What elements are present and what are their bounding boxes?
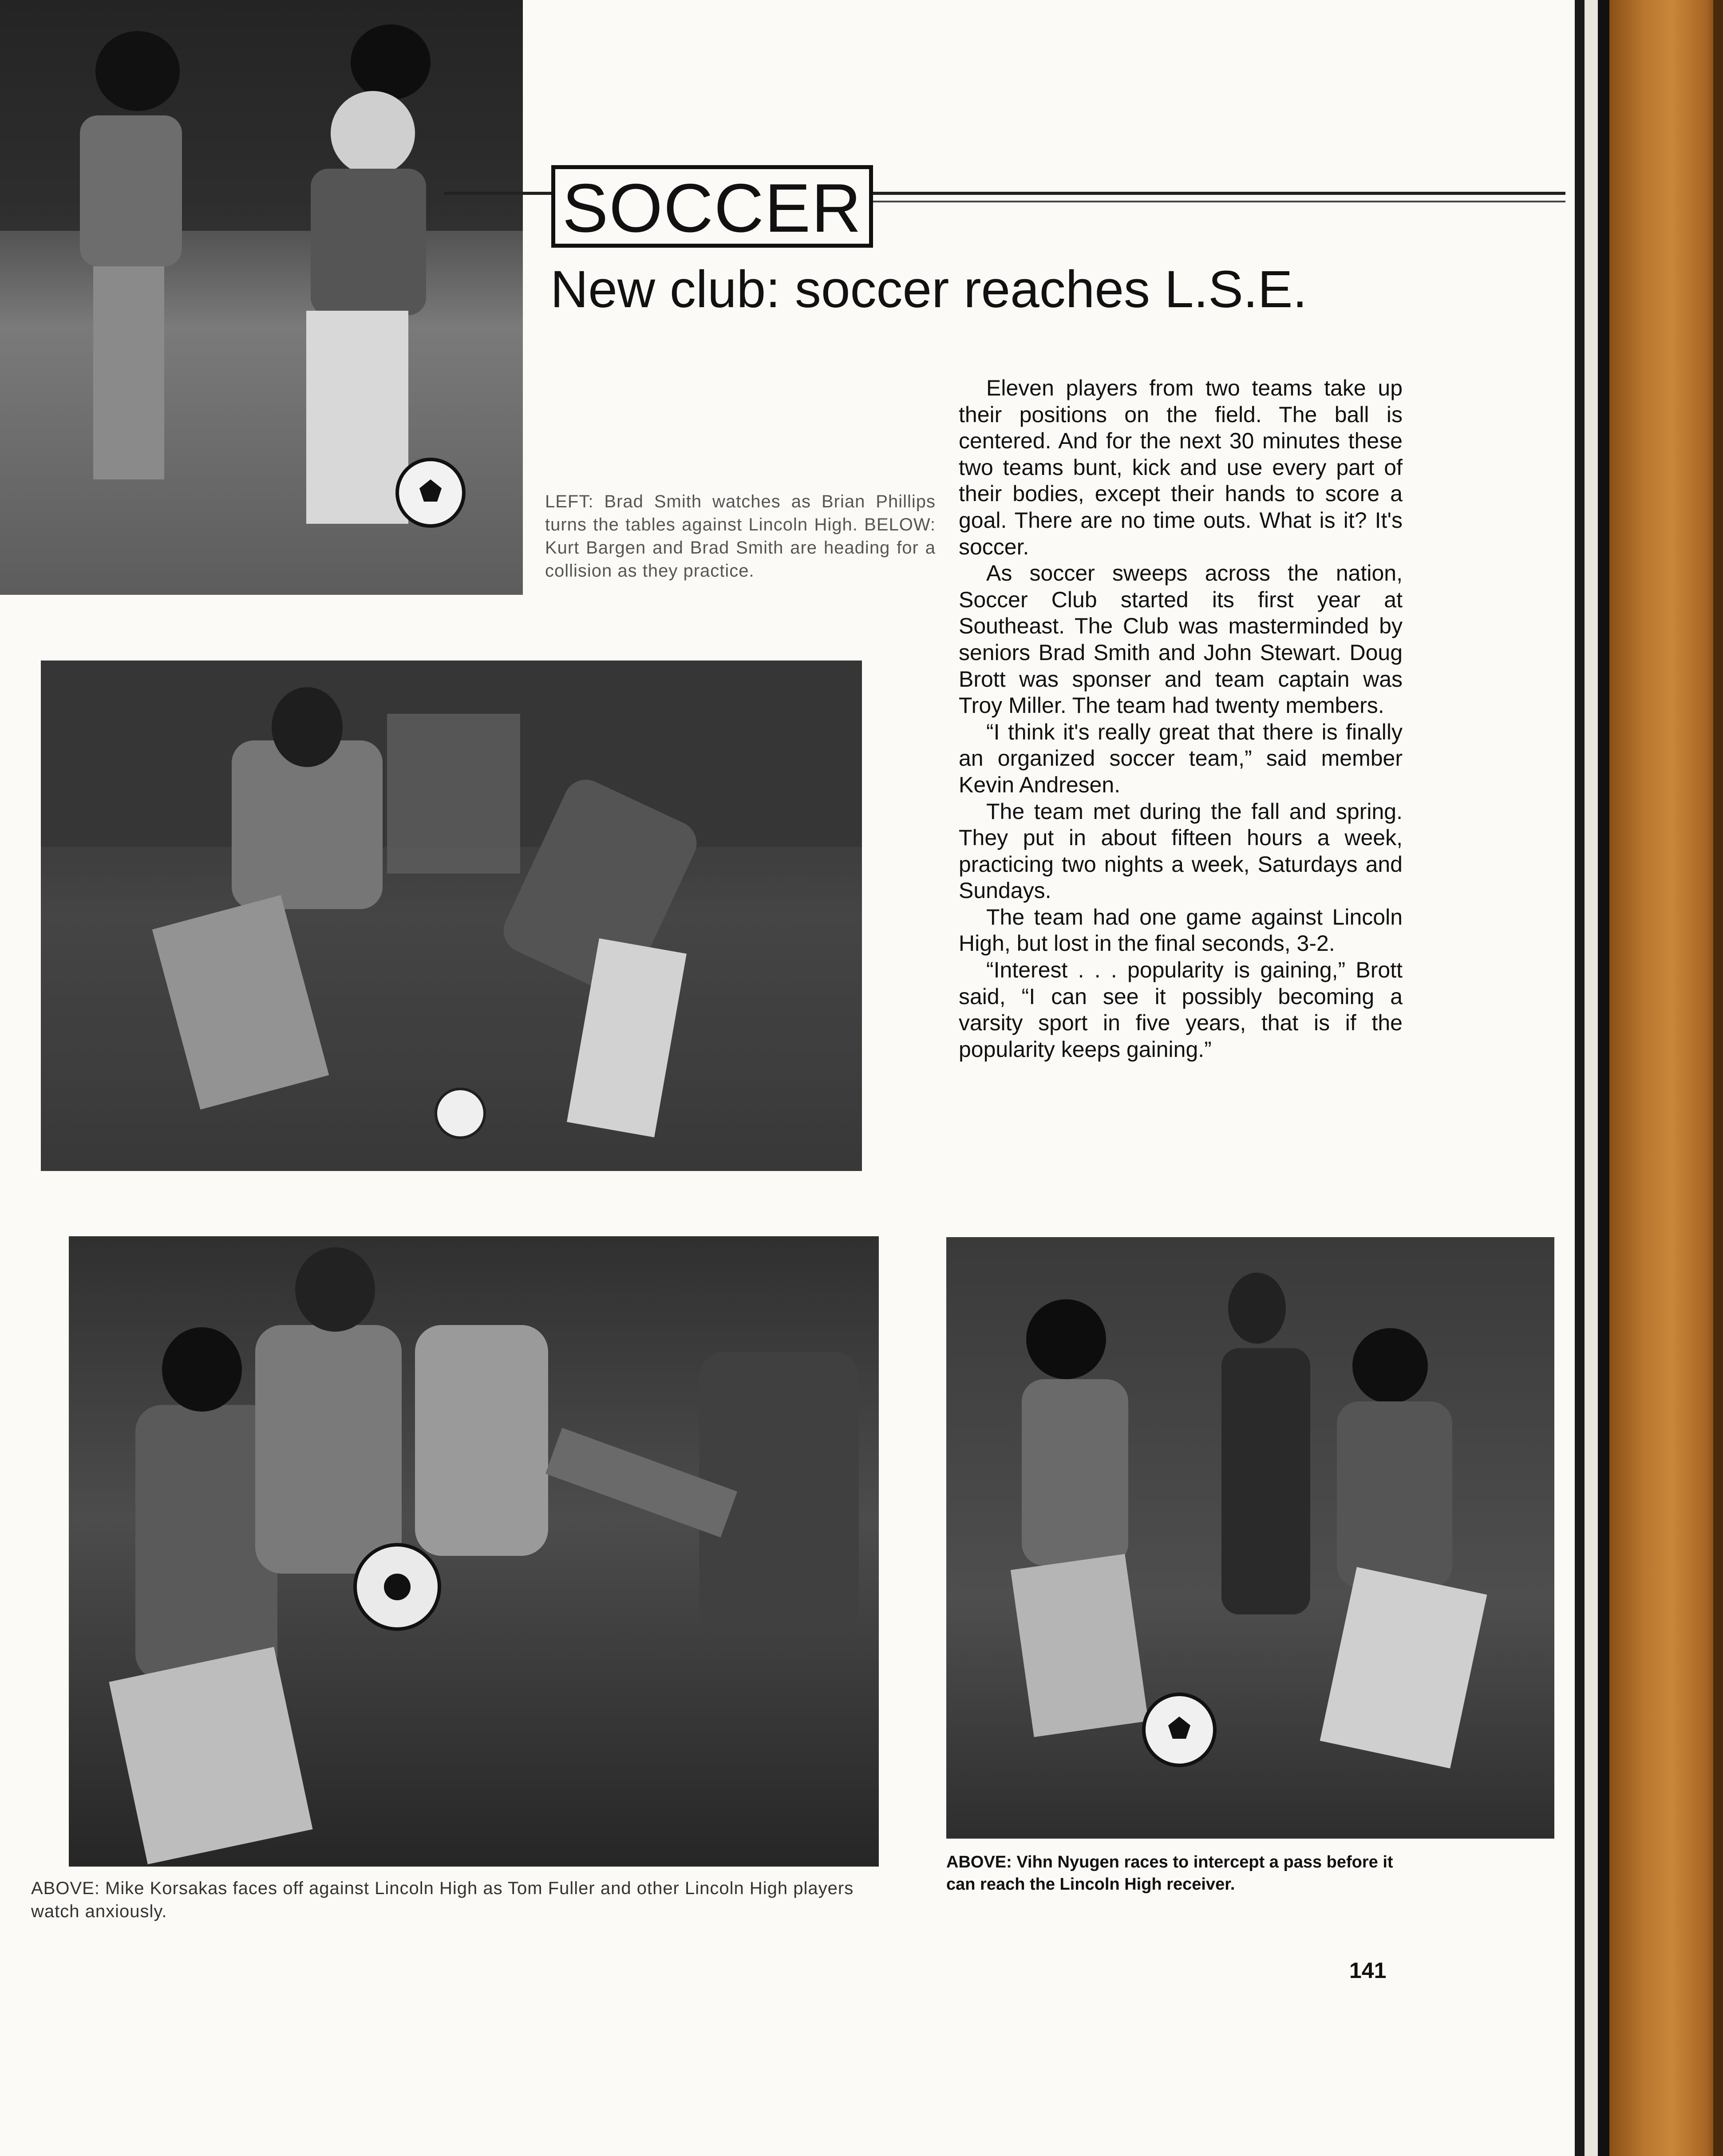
page-number: 141 xyxy=(1349,1958,1387,1983)
article-paragraph: “Interest . . . popularity is gaining,” Brott said, “I can see it possibly becoming a varsity sport in five years, that is if the popularity keeps gaining.” xyxy=(959,957,1403,1062)
photo-bottom-left-faceoff xyxy=(69,1236,879,1867)
caption-bottom-right: ABOVE: Vihn Nyugen races to intercept a pass before it can reach the Lincoln High receiver. xyxy=(946,1853,1393,1894)
book-gutter-inner xyxy=(1598,0,1609,2156)
book-cover-edge xyxy=(1713,0,1723,2156)
photo-middle-practice xyxy=(41,661,862,1171)
section-label-box xyxy=(551,165,873,248)
article-paragraph: Eleven players from two teams take up their positions on the field. The ball is centered. And for the next 30 minutes these two teams bunt, kick and use every part of their bodies, except their hands to score a goal. There are no time outs. What is it? It's soccer. xyxy=(959,376,1403,559)
book-gutter xyxy=(1575,0,1585,2156)
article-paragraph: “I think it's really great that there is finally an organized soccer team,” said member Kevin Andresen. xyxy=(959,719,1403,797)
caption-top-photos: LEFT: Brad Smith watches as Brian Phillips turns the tables against Lincoln High. BELOW: Kurt Bargen and Brad Smith are heading for a collision as they practice. xyxy=(545,492,936,581)
header-rule-right-thin xyxy=(873,201,1565,202)
article-paragraph: The team had one game against Lincoln High, but lost in the final seconds, 3-2. xyxy=(959,904,1403,956)
caption-bottom-left: ABOVE: Mike Korsakas faces off against Lincoln High as Tom Fuller and other Lincoln High players watch anxiously. xyxy=(31,1879,854,1921)
article-paragraph: The team met during the fall and spring. They put in about fifteen hours a week, practicing two nights a week, Saturdays and Sundays. xyxy=(959,799,1403,903)
article-body xyxy=(959,375,1403,1063)
article-paragraph: As soccer sweeps across the nation, Soccer Club started its first year at Southeast. The Club was masterminded by seniors Brad Smith and John Stewart. Doug Brott was sponser and team captain was Troy Miller. The team had twenty members. xyxy=(959,561,1403,718)
header-rule-left xyxy=(444,192,551,195)
headline: New club: soccer reaches L.S.E. xyxy=(550,260,1308,319)
book-cover xyxy=(1609,0,1723,2156)
section-label: SOCCER xyxy=(562,169,862,246)
photo-bottom-right-intercept xyxy=(946,1237,1554,1839)
photo-top-left-players xyxy=(0,0,523,595)
header-rule-right xyxy=(873,192,1565,195)
